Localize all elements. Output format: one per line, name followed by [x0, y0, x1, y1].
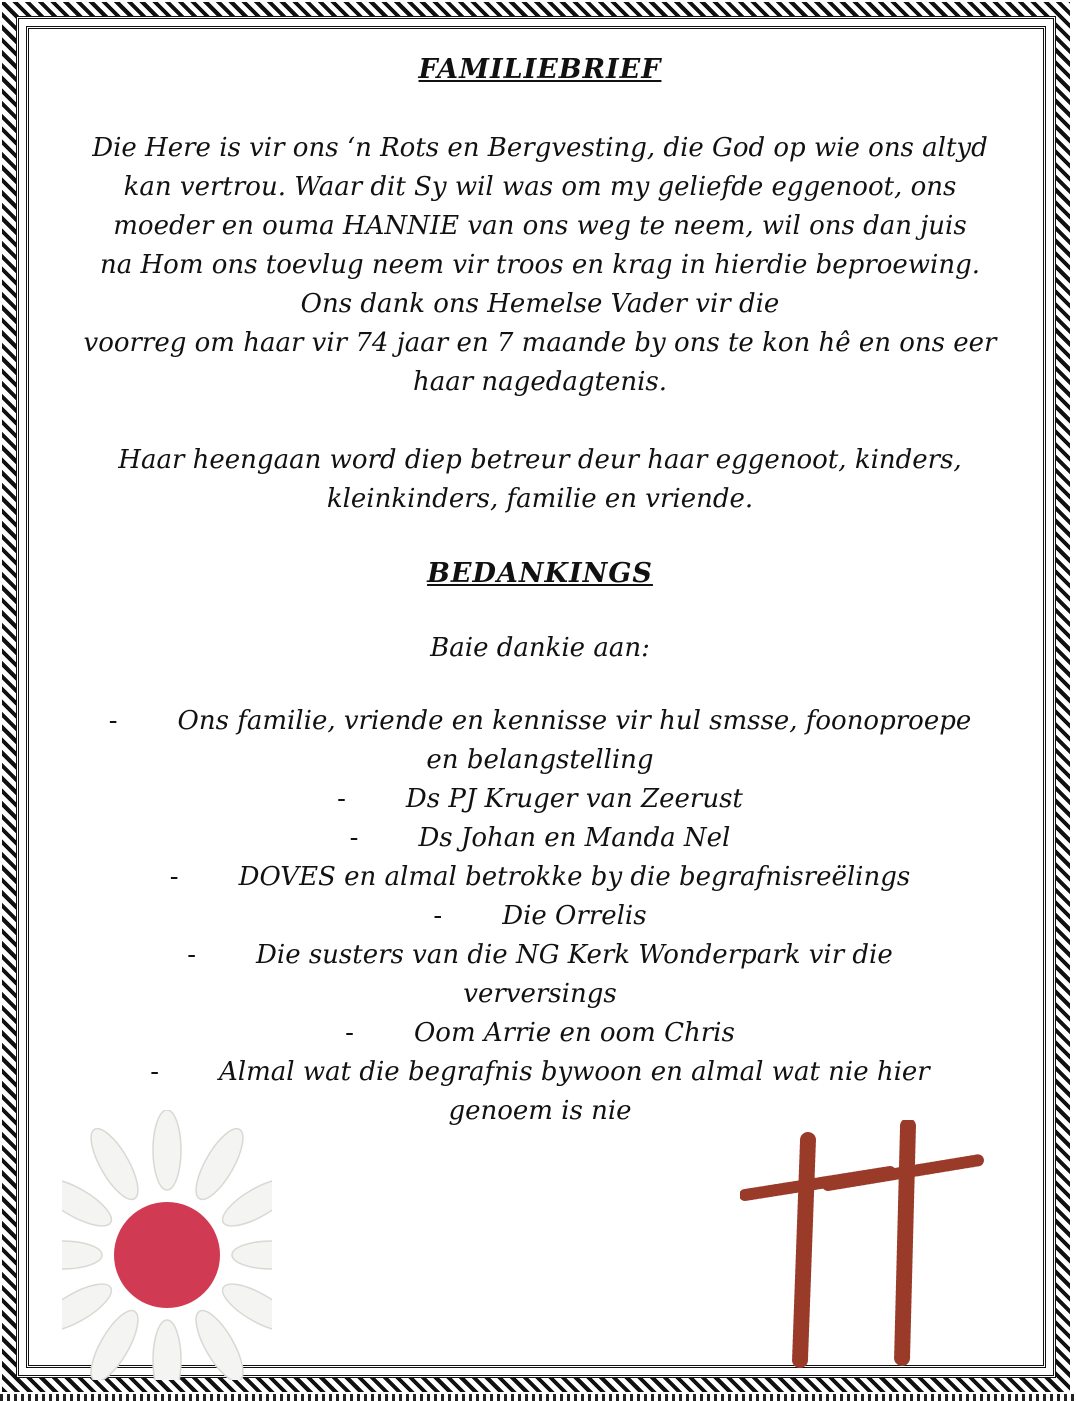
list-item-text: Ons familie, vriende en kennisse vir hul smsse, foonoproepe: [177, 706, 972, 736]
list-item-text: Oom Arrie en oom Chris: [413, 1018, 735, 1048]
paragraph-line: Haar heengaan word diep betreur deur haar eggenoot, kinders,: [118, 445, 962, 475]
list-dash: -: [169, 862, 179, 892]
mourning-paragraph: [60, 441, 1020, 519]
list-item-line: [60, 936, 1020, 975]
paragraph-line: na Hom ons toevlug neem vir troos en krag in hierdie beproewing.: [99, 250, 980, 280]
list-item-text: en belangstelling: [426, 745, 654, 775]
paragraph-line: Die Here is vir ons ‘n Rots en Bergvesting, die God op wie ons altyd: [92, 133, 988, 163]
paragraph-line: kleinkinders, familie en vriende.: [326, 484, 754, 514]
list-dash: -: [337, 784, 346, 814]
list-item-text: Die Orrelis: [502, 901, 647, 931]
flower-center: [114, 1202, 220, 1308]
paragraph-line: kan vertrou. Waar dit Sy wil was om my geliefde eggenoot, ons: [123, 172, 957, 202]
list-item-line: [60, 975, 1020, 1014]
list-item-text: Ds Johan en Manda Nel: [418, 823, 731, 853]
list-item-line: [60, 819, 1020, 858]
list-dash: -: [187, 940, 197, 970]
list-item-line: [60, 702, 1020, 741]
list-dash: -: [349, 823, 359, 853]
list-item-line: [60, 897, 1020, 936]
flower-icon: [62, 1110, 272, 1380]
list-item-line: [60, 1053, 1020, 1092]
list-item: [60, 936, 1020, 1014]
list-dash: -: [433, 901, 443, 931]
list-item: [60, 897, 1020, 936]
page-title: FAMILIEBRIEF: [418, 54, 662, 85]
list-item: [60, 858, 1020, 897]
list-dash: -: [108, 706, 118, 736]
list-item-text: verversings: [463, 979, 617, 1009]
paragraph-line: voorreg om haar vir 74 jaar en 7 maande by ons te kon hê en ons eer: [83, 328, 997, 358]
bottom-strip: [0, 1394, 1076, 1401]
list-item-line: [60, 1014, 1020, 1053]
list-dash: -: [150, 1057, 160, 1087]
list-item-line: [60, 780, 1020, 819]
list-item-text: Almal wat die begrafnis bywoon en almal wat nie hier: [219, 1057, 930, 1087]
thanks-intro: Baie dankie aan:: [430, 633, 650, 663]
list-item-text: Ds PJ Kruger van Zeerust: [405, 784, 743, 814]
list-item-text: Die susters van die NG Kerk Wonderpark vir die: [256, 940, 893, 970]
crosses-icon: [740, 1120, 990, 1370]
thanks-list: [60, 702, 1020, 1131]
section-title: BEDANKINGS: [427, 558, 653, 589]
family-paragraph: [60, 129, 1020, 402]
list-item-text: genoem is nie: [448, 1096, 632, 1126]
list-item-line: [60, 858, 1020, 897]
list-dash: -: [345, 1018, 354, 1048]
letter-content: [60, 50, 1020, 1131]
list-item-line: [60, 741, 1020, 780]
list-item: [60, 702, 1020, 780]
paragraph-line: Ons dank ons Hemelse Vader vir die: [300, 289, 780, 319]
paragraph-line: haar nagedagtenis.: [412, 367, 667, 397]
list-item-text: DOVES en almal betrokke by die begrafnisreëlings: [238, 862, 911, 892]
paragraph-line: moeder en ouma HANNIE van ons weg te neem, wil ons dan juis: [113, 211, 967, 241]
list-item: [60, 819, 1020, 858]
list-item: [60, 780, 1020, 819]
list-item: [60, 1014, 1020, 1053]
